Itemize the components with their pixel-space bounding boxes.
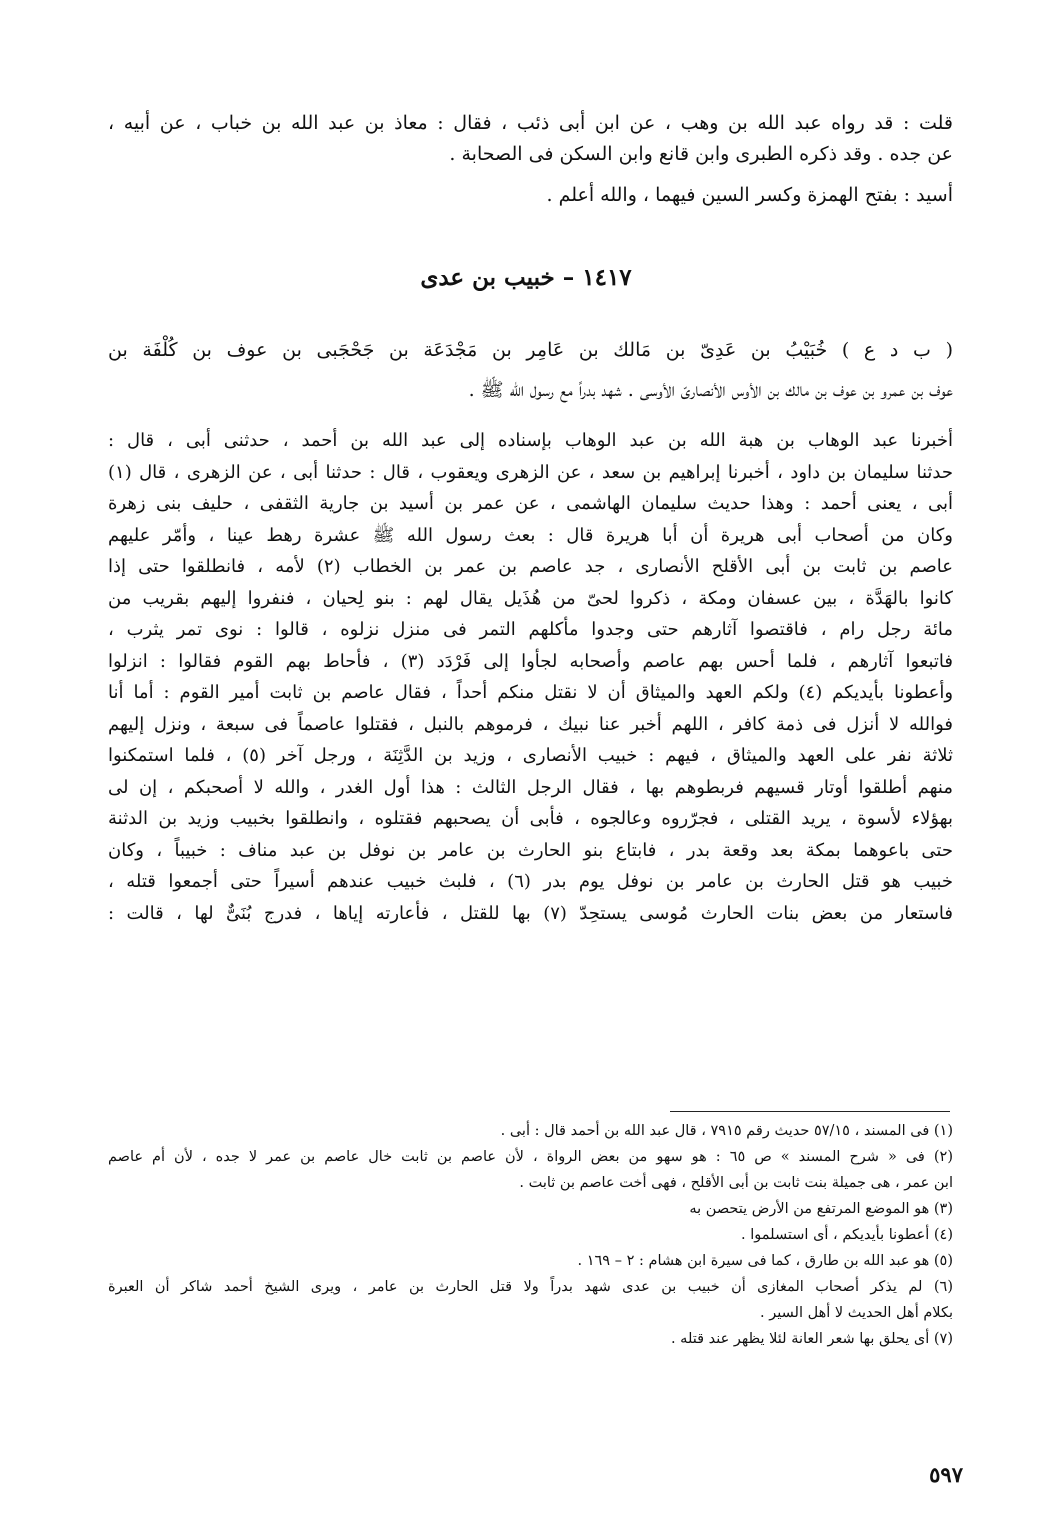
text-line: كانوا بالهَدَّة ، بين عسفان ومكة ، ذكروا لحىّ من هُذَيل يقال لهم : بنو لِحيان ، فنفروا إليهم بقريب من (108, 587, 953, 609)
footnote-line: بكلام أهل الحديث لا أهل السير . (760, 1305, 953, 1321)
text-line: بهؤلاء لأسوة ، يريد القتلى ، فجرّروه وعالجوه ، فأبى أن يصحبهم فقتلوه ، وانطلقوا بخبيب وزيد بن الدثنة (108, 808, 953, 829)
text-line: وكان من أصحاب أبى هريرة أن أبا هريرة قال : بعث رسول الله ﷺ عشرة رهط عينا ، وأمّر عليهم (108, 524, 953, 546)
text-line: خبيب هو قتل الحارث بن عامر بن نوفل يوم بدر (٦) ، فلبث خبيب عندهم أسيراً حتى أجمعوا قتله ، (108, 871, 953, 892)
bio-line: ( ب د ع ) خُبَيْبُ بن عَدِىّ بن مَالك بن عَامِر بن مَجْدَعَة بن جَحْجَبى بن عوف بن كُلْفَة بن (108, 339, 953, 361)
text-line: مائة رجل رام ، فاقتصوا آثارهم حتى وجدوا مأكلهم التمر فى منزل نزلوه ، قالوا : نوى تمر يثرب ، (108, 619, 953, 640)
bio-line: عوف بن عمرو بن عوف بن مالك بن الأوس الأنصارىّ الأوسى . شهد بدراً مع رسول الله ﷺ . (468, 379, 953, 401)
footnote-line: ابن عمر ، هى جميلة بنت ثابت بن أبى الأقلح ، فهى أخت عاصم بن ثابت . (519, 1175, 953, 1191)
footnote-line: (٥) هو عبد الله بن طارق ، كما فى سيرة ابن هشام : ٢ – ١٦٩ . (577, 1253, 953, 1269)
text-line: منهم أطلقوا أوتار قسيهم فربطوهم بها ، فقال الرجل الثالث : هذا أول الغدر ، والله لا أصحبكم ، إن لى (108, 776, 953, 798)
intro-line: قلت : قد رواه عبد الله بن وهب ، عن ابن أبى ذئب ، فقال : معاذ بن عبد الله بن خباب ، عن أبيه ، (108, 112, 953, 134)
footnote-line: (١) فى المسند ، ٥٧/١٥ حديث رقم ٧٩١٥ ، قال عبد الله بن أحمد قال : أبى . (500, 1123, 953, 1139)
page-number: ٥٩٧ (929, 1462, 963, 1487)
intro-paragraph (108, 108, 953, 211)
text-line: حدثنا سليمان بن داود ، أخبرنا إبراهيم بن سعد ، عن الزهرى ويعقوب ، قال : حدثنا أبى ، عن الزهرى ، قال (١) (108, 461, 953, 483)
intro-line: عن جده . وقد ذكره الطبرى وابن قانع وابن السكن فى الصحابة . (449, 143, 953, 165)
biography-paragraph (108, 330, 953, 410)
footnote-line: (٧) أى يحلق بها شعر العانة لئلا يظهر عند قتله . (670, 1331, 953, 1347)
text-line: حتى باعوهما بمكة بعد وقعة بدر ، فابتاع بنو الحارث بن عامر بن نوفل بن عبد مناف : خبيباً ، وكان (108, 839, 953, 861)
footnote-line: (٢) فى « شرح المسند » ص ٦٥ : هو سهو من بعض الرواة ، لأن عاصم بن ثابت خال عاصم بن عمر لا جده ، لأن أم عاصم (108, 1149, 953, 1165)
footnote-divider (670, 1111, 950, 1112)
footnote-line: (٣) هو الموضع المرتفع من الأرض يتحصن به (689, 1201, 953, 1217)
text-line: ثلاثة نفر على العهد والميثاق ، فيهم : خبيب الأنصارى ، وزيد بن الدَّثِنَة ، ورجل آخر (٥) ، فلما استمكنوا (108, 745, 953, 766)
text-line: أخبرنا عبد الوهاب بن هبة الله بن عبد الوهاب بإسناده إلى عبد الله بن أحمد ، حدثنى أبى ، قال : (108, 430, 953, 451)
intro-note: أسيد : بفتح الهمزة وكسر السين فيهما ، والله أعلم . (546, 184, 953, 206)
entry-heading: ١٤١٧ – خبيب بن عدى (420, 264, 632, 291)
text-line: فوالله لا أنزل فى ذمة كافر ، اللهم أخبر عنا نبيك ، فرموهم بالنبل ، فقتلوا عاصماً فى سبعة ، ونزل إليهم (108, 713, 953, 735)
footnotes (108, 1118, 953, 1352)
footnote-line: (٦) لم يذكر أصحاب المغازى أن خبيب بن عدى شهد بدراً ولا قتل الحارث بن عامر ، ويرى الشيخ أحمد شاكر أن العبرة (108, 1279, 953, 1295)
text-line: أبى ، يعنى أحمد : وهذا حديث سليمان الهاشمى ، عن عمر بن أسيد بن جارية الثقفى ، حليف بنى زهرة (108, 493, 953, 514)
text-line: وأعطونا بأيديكم (٤) ولكم العهد والميثاق أن لا نقتل منكم أحداً ، فقال عاصم بن ثابت أمير القوم : أما أنا (108, 682, 953, 703)
hadith-text (108, 425, 953, 929)
text-line: فاتبعوا آثارهم ، فلما أحس بهم عاصم وأصحابه لجأوا إلى فَرْدَد (٣) ، فأحاط بهم القوم فقالوا : انزلوا (108, 650, 953, 672)
footnote-line: (٤) أعطونا بأيديكم ، أى استسلموا . (741, 1227, 953, 1243)
text-line: فاستعار من بعض بنات الحارث مُوسى يستحِدّ (٧) بها للقتل ، فأعارته إياها ، فدرج بُنَىٌّ لها ، قالت : (108, 902, 953, 924)
text-line: عاصم بن ثابت بن أبى الأقلح الأنصارى ، جد عاصم بن عمر بن الخطاب (٢) لأمه ، فانطلقوا حتى إذا (108, 556, 953, 577)
